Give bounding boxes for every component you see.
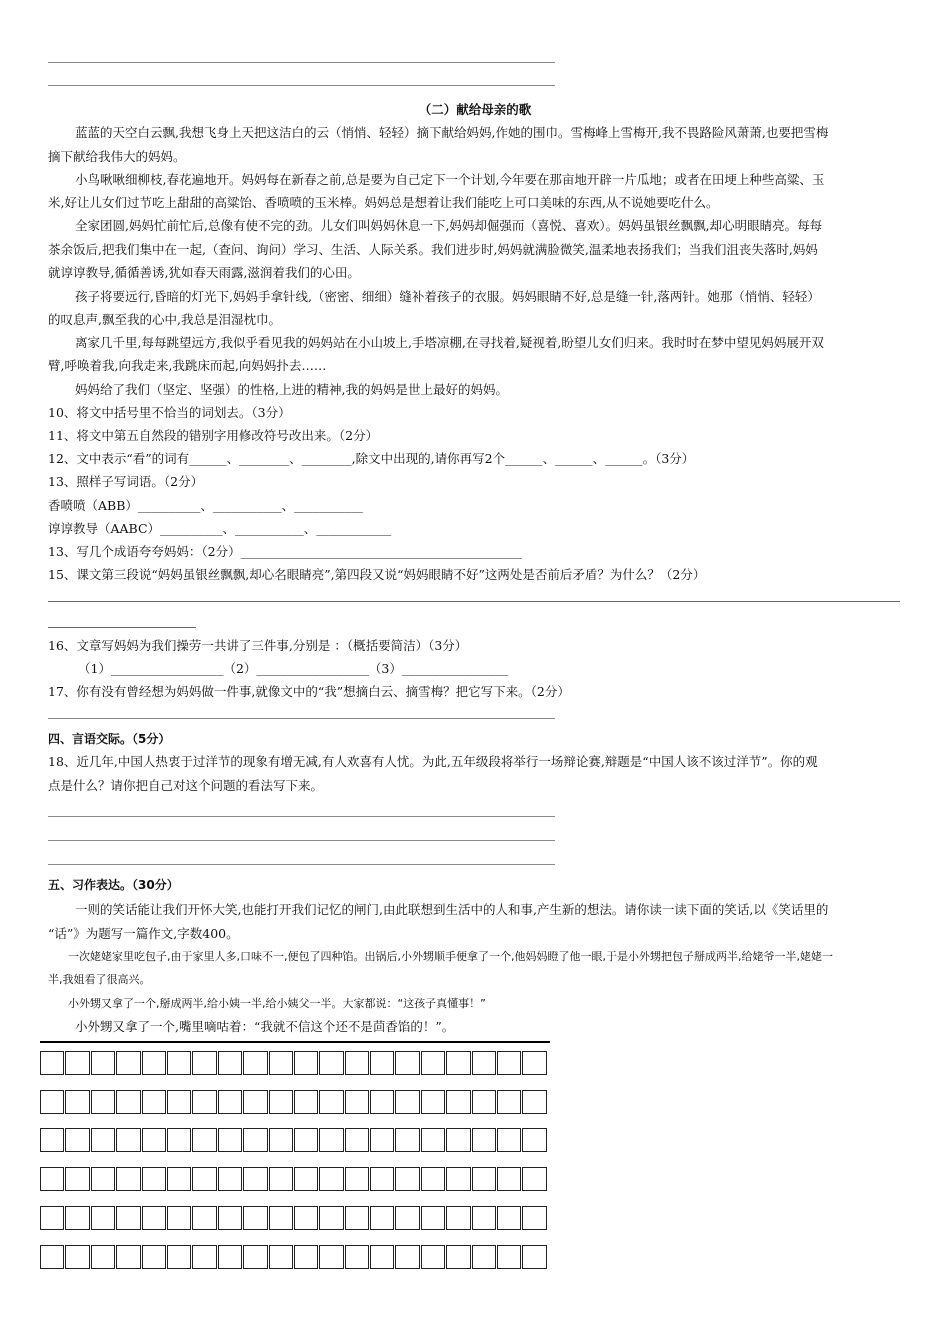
essay-grid-cell[interactable] <box>497 1128 521 1152</box>
essay-grid-cell[interactable] <box>345 1245 369 1269</box>
essay-grid-cell[interactable] <box>218 1245 242 1269</box>
passage-line: 臂,呼唤着我,向我走来,我跳床而起,向妈妈扑去…… <box>48 358 327 373</box>
question-16-blanks: （1）__________________（2）__________________（3）_________________ <box>78 661 509 676</box>
essay-grid-cell[interactable] <box>319 1090 343 1114</box>
question-13-aabc: 谆谆教导（AABC）__________、___________、____________ <box>48 521 392 536</box>
essay-grid-cell[interactable] <box>192 1128 216 1152</box>
essay-grid-cell[interactable] <box>91 1051 115 1075</box>
essay-grid-cell[interactable] <box>65 1090 89 1114</box>
essay-grid-cell[interactable] <box>421 1167 445 1191</box>
essay-grid-cell[interactable] <box>294 1245 318 1269</box>
essay-grid-cell[interactable] <box>40 1167 64 1191</box>
essay-grid-cell[interactable] <box>91 1245 115 1269</box>
essay-grid-cell[interactable] <box>269 1090 293 1114</box>
essay-grid-cell[interactable] <box>345 1051 369 1075</box>
essay-grid-cell[interactable] <box>497 1206 521 1230</box>
essay-grid-cell[interactable] <box>243 1167 267 1191</box>
passage-line: 米,好让儿女们过节吃上甜甜的高粱饴、香喷喷的玉米棒。妈妈总是想着让我们能吃上可口美味的东西,从不说她要吃什么。 <box>48 195 719 210</box>
essay-grid-cell[interactable] <box>91 1206 115 1230</box>
essay-grid-cell[interactable] <box>40 1206 64 1230</box>
question-15: 15、课文第三段说“妈妈虽银丝飘飘,却心名眼睛亮”,第四段又说“妈妈眼睛不好”这两处是否前后矛盾？为什么？（2分） <box>48 567 706 582</box>
essay-grid-cell[interactable] <box>446 1090 470 1114</box>
essay-grid-cell[interactable] <box>421 1128 445 1152</box>
essay-grid-cell[interactable] <box>522 1051 546 1075</box>
joke-line: 小外甥又拿了一个,掰成两半,给小姨一半,给小姨父一半。大家都说：“这孩子真懂事！” <box>68 997 486 1010</box>
essay-grid-cell[interactable] <box>269 1051 293 1075</box>
essay-grid-cell[interactable] <box>167 1051 191 1075</box>
essay-grid-cell[interactable] <box>142 1051 166 1075</box>
essay-grid-cell[interactable] <box>370 1090 394 1114</box>
essay-grid-cell[interactable] <box>142 1245 166 1269</box>
question-18-line: 18、近几年,中国人热衷于过洋节的现象有增无减,有人欢喜有人忧。为此,五年级段将举行一场辩论赛,辩题是“中国人该不该过洋节”。你的观 <box>48 754 818 769</box>
essay-grid-cell[interactable] <box>116 1245 140 1269</box>
passage-line: 妈妈给了我们（坚定、坚强）的性格,上进的精神,我的妈妈是世上最好的妈妈。 <box>75 382 508 397</box>
essay-grid-cell[interactable] <box>294 1128 318 1152</box>
essay-grid-cell[interactable] <box>218 1206 242 1230</box>
top-answer-line-1 <box>48 62 555 63</box>
essay-grid-cell[interactable] <box>472 1128 496 1152</box>
essay-grid-cell[interactable] <box>522 1245 546 1269</box>
essay-grid-cell[interactable] <box>421 1051 445 1075</box>
essay-grid-cell[interactable] <box>243 1051 267 1075</box>
section-two-title: （二）献给母亲的歌 <box>418 102 532 117</box>
top-answer-line-2 <box>48 85 555 86</box>
essay-grid-cell[interactable] <box>319 1167 343 1191</box>
question-10: 10、将文中括号里不恰当的词划去。（3分） <box>48 405 291 420</box>
passage-line: 的叹息声,飘至我的心中,我总是泪湿枕巾。 <box>48 312 281 327</box>
essay-grid-cell[interactable] <box>370 1245 394 1269</box>
answer-line-18 <box>48 816 555 817</box>
essay-grid-cell[interactable] <box>472 1206 496 1230</box>
essay-grid-row <box>40 1051 550 1075</box>
essay-grid-cell[interactable] <box>218 1128 242 1152</box>
essay-grid-cell[interactable] <box>446 1245 470 1269</box>
essay-grid-cell[interactable] <box>395 1167 419 1191</box>
essay-grid-cell[interactable] <box>345 1167 369 1191</box>
essay-grid-cell[interactable] <box>497 1167 521 1191</box>
essay-grid-row <box>40 1245 550 1269</box>
essay-grid-cell[interactable] <box>446 1206 470 1230</box>
essay-grid-cell[interactable] <box>40 1090 64 1114</box>
answer-line-18 <box>48 864 555 865</box>
passage-line: 茶余饭后,把我们集中在一起,（查问、询问）学习、生活、人际关系。我们进步时,妈妈就满脸微笑,温柔地表扬我们；当我们沮丧失落时,妈妈 <box>48 242 818 257</box>
essay-prompt-line: 一则的笑话能让我们开怀大笑,也能打开我们记忆的闸门,由此联想到生活中的人和事,产生新的想法。请你读一读下面的笑话,以《笑话里的 <box>75 902 829 917</box>
essay-grid-cell[interactable] <box>65 1128 89 1152</box>
passage-line: 摘下献给我伟大的妈妈。 <box>48 149 186 164</box>
essay-grid-cell[interactable] <box>395 1051 419 1075</box>
essay-grid-cell[interactable] <box>192 1206 216 1230</box>
essay-grid-cell[interactable] <box>421 1090 445 1114</box>
passage-line: 就谆谆教导,循循善诱,犹如春天雨露,滋润着我们的心田。 <box>48 265 360 280</box>
essay-grid-cell[interactable] <box>395 1090 419 1114</box>
passage-line: 全家团圆,妈妈忙前忙后,总像有使不完的劲。儿女们叫妈妈休息一下,妈妈却倔强而（喜悦、喜欢）。妈妈虽银丝飘飘,却心明眼睛亮。每每 <box>75 218 823 233</box>
answer-line-18 <box>48 840 555 841</box>
essay-grid-cell[interactable] <box>472 1051 496 1075</box>
answer-line-17 <box>48 718 555 719</box>
essay-grid-cell[interactable] <box>167 1245 191 1269</box>
essay-grid-cell[interactable] <box>167 1206 191 1230</box>
essay-grid-cell[interactable] <box>472 1167 496 1191</box>
essay-grid-cell[interactable] <box>167 1090 191 1114</box>
passage-line: 离家几千里,每每跳望远方,我似乎看见我的妈妈站在小山坡上,手塔凉棚,在寻找着,疑视着,盼望儿女们归来。我时时在梦中望见妈妈展开双 <box>75 335 824 350</box>
essay-grid-row <box>40 1206 550 1230</box>
essay-grid-cell[interactable] <box>395 1245 419 1269</box>
essay-grid-cell[interactable] <box>370 1051 394 1075</box>
passage-line: 小鸟啾啾细柳枝,春花遍地开。妈妈每在新春之前,总是要为自己定下一个计划,今年要在那亩地开辟一片瓜地；或者在田埂上种些高粱、玉 <box>75 172 825 187</box>
essay-grid-cell[interactable] <box>65 1051 89 1075</box>
question-18-line: 点是什么？请你把自己对这个问题的看法写下来。 <box>48 778 324 793</box>
answer-line-15 <box>48 601 900 602</box>
essay-grid-cell[interactable] <box>472 1245 496 1269</box>
essay-grid-cell[interactable] <box>116 1128 140 1152</box>
essay-grid-cell[interactable] <box>142 1167 166 1191</box>
question-11: 11、将文中第五自然段的错别字用修改符号改出来。（2分） <box>48 428 379 443</box>
essay-grid-cell[interactable] <box>370 1206 394 1230</box>
essay-prompt-line: “话”》为题写一篇作文,字数400。 <box>48 926 239 941</box>
question-13-abb: 香喷喷（ABB）__________、___________、___________ <box>48 498 363 513</box>
section-four-title: 四、言语交际。（5分） <box>48 732 171 746</box>
essay-grid-cell[interactable] <box>319 1206 343 1230</box>
essay-grid-cell[interactable] <box>167 1128 191 1152</box>
essay-grid-cell[interactable] <box>40 1245 64 1269</box>
essay-grid-cell[interactable] <box>294 1090 318 1114</box>
essay-grid-cell[interactable] <box>243 1245 267 1269</box>
essay-grid-cell[interactable] <box>345 1128 369 1152</box>
joke-line: 小外甥又拿了一个,嘴里嘀咕着：“我就不信这个还不是茴香馅的！”。 <box>75 1019 455 1034</box>
essay-grid-cell[interactable] <box>497 1245 521 1269</box>
essay-grid-cell[interactable] <box>294 1206 318 1230</box>
essay-grid-cell[interactable] <box>116 1090 140 1114</box>
essay-grid-cell[interactable] <box>269 1206 293 1230</box>
essay-grid-cell[interactable] <box>91 1167 115 1191</box>
essay-grid-cell[interactable] <box>522 1167 546 1191</box>
essay-grid-cell[interactable] <box>142 1128 166 1152</box>
essay-grid-cell[interactable] <box>497 1090 521 1114</box>
passage-line: 蓝蓝的天空白云飘,我想飞身上天把这洁白的云（悄悄、轻轻）摘下献给妈妈,作她的围巾。雪梅峰上雪梅开,我不畏路险风萧萧,也要把雪梅 <box>75 125 829 140</box>
essay-grid-cell[interactable] <box>243 1090 267 1114</box>
essay-grid-cell[interactable] <box>269 1128 293 1152</box>
question-13-idioms: 13、写几个成语夸夸妈妈：（2分）_____________________________________________ <box>48 544 522 559</box>
essay-grid-cell[interactable] <box>319 1128 343 1152</box>
essay-grid-cell[interactable] <box>522 1206 546 1230</box>
essay-grid-cell[interactable] <box>91 1090 115 1114</box>
essay-grid-cell[interactable] <box>218 1051 242 1075</box>
essay-grid-row <box>40 1128 550 1152</box>
grid-top-rule <box>40 1041 550 1043</box>
essay-grid-cell[interactable] <box>421 1206 445 1230</box>
essay-grid-cell[interactable] <box>345 1090 369 1114</box>
essay-grid-cell[interactable] <box>370 1167 394 1191</box>
essay-grid-cell[interactable] <box>192 1167 216 1191</box>
essay-grid-cell[interactable] <box>522 1090 546 1114</box>
essay-grid-cell[interactable] <box>218 1167 242 1191</box>
essay-grid-cell[interactable] <box>40 1128 64 1152</box>
essay-grid-cell[interactable] <box>167 1167 191 1191</box>
essay-grid-cell[interactable] <box>40 1051 64 1075</box>
essay-grid-cell[interactable] <box>192 1090 216 1114</box>
joke-line: 半,我姐看了很高兴。 <box>48 973 151 986</box>
essay-grid-cell[interactable] <box>116 1206 140 1230</box>
essay-grid-cell[interactable] <box>294 1167 318 1191</box>
essay-grid-cell[interactable] <box>192 1051 216 1075</box>
essay-grid-cell[interactable] <box>421 1245 445 1269</box>
essay-grid-cell[interactable] <box>65 1245 89 1269</box>
essay-grid-cell[interactable] <box>269 1167 293 1191</box>
essay-grid-cell[interactable] <box>218 1090 242 1114</box>
essay-grid-cell[interactable] <box>65 1206 89 1230</box>
question-13: 13、照样子写词语。（2分） <box>48 474 204 489</box>
essay-grid-cell[interactable] <box>319 1051 343 1075</box>
question-17: 17、你有没有曾经想为妈妈做一件事,就像文中的“我”想摘白云、摘雪梅？把它写下来。（2分） <box>48 684 570 699</box>
essay-grid-cell[interactable] <box>116 1167 140 1191</box>
essay-grid-cell[interactable] <box>243 1206 267 1230</box>
essay-grid-row <box>40 1090 550 1114</box>
essay-grid-row <box>40 1167 550 1191</box>
essay-grid-cell[interactable] <box>345 1206 369 1230</box>
essay-grid-cell[interactable] <box>65 1167 89 1191</box>
joke-line: 一次姥姥家里吃包子,由于家里人多,口味不一,便包了四种馅。出锅后,小外甥顺手便拿了一个,他妈妈瞪了他一眼,于是小外甥把包子掰成两半,给姥爷一半,姥姥一 <box>68 950 833 963</box>
essay-grid-cell[interactable] <box>142 1206 166 1230</box>
essay-grid-cell[interactable] <box>446 1167 470 1191</box>
essay-grid-cell[interactable] <box>243 1128 267 1152</box>
essay-grid-cell[interactable] <box>294 1051 318 1075</box>
essay-grid-cell[interactable] <box>370 1128 394 1152</box>
essay-grid-cell[interactable] <box>497 1051 521 1075</box>
passage-line: 孩子将要远行,昏暗的灯光下,妈妈手拿针线,（密密、细细）缝补着孩子的衣服。妈妈眼睛不好,总是缝一针,落两针。她那（悄悄、轻轻） <box>75 289 820 304</box>
essay-grid-cell[interactable] <box>446 1128 470 1152</box>
essay-grid-cell[interactable] <box>395 1128 419 1152</box>
essay-grid-cell[interactable] <box>91 1128 115 1152</box>
essay-grid-cell[interactable] <box>472 1090 496 1114</box>
section-five-title: 五、习作表达。（30分） <box>48 878 179 892</box>
question-12: 12、文中表示“看”的词有______、________、________,除文中出现的,请你再写2个______、______、______。（3分） <box>48 451 695 466</box>
essay-grid-cell[interactable] <box>116 1051 140 1075</box>
essay-grid-cell[interactable] <box>269 1245 293 1269</box>
essay-grid-cell[interactable] <box>522 1128 546 1152</box>
essay-grid-cell[interactable] <box>192 1245 216 1269</box>
essay-grid-cell[interactable] <box>142 1090 166 1114</box>
essay-grid-cell[interactable] <box>395 1206 419 1230</box>
question-16: 16、文章写妈妈为我们操劳一共讲了三件事,分别是 ：（概括要简洁）（3分） <box>48 638 468 653</box>
essay-grid-cell[interactable] <box>446 1051 470 1075</box>
answer-line-15b <box>48 627 196 628</box>
essay-grid-cell[interactable] <box>319 1245 343 1269</box>
